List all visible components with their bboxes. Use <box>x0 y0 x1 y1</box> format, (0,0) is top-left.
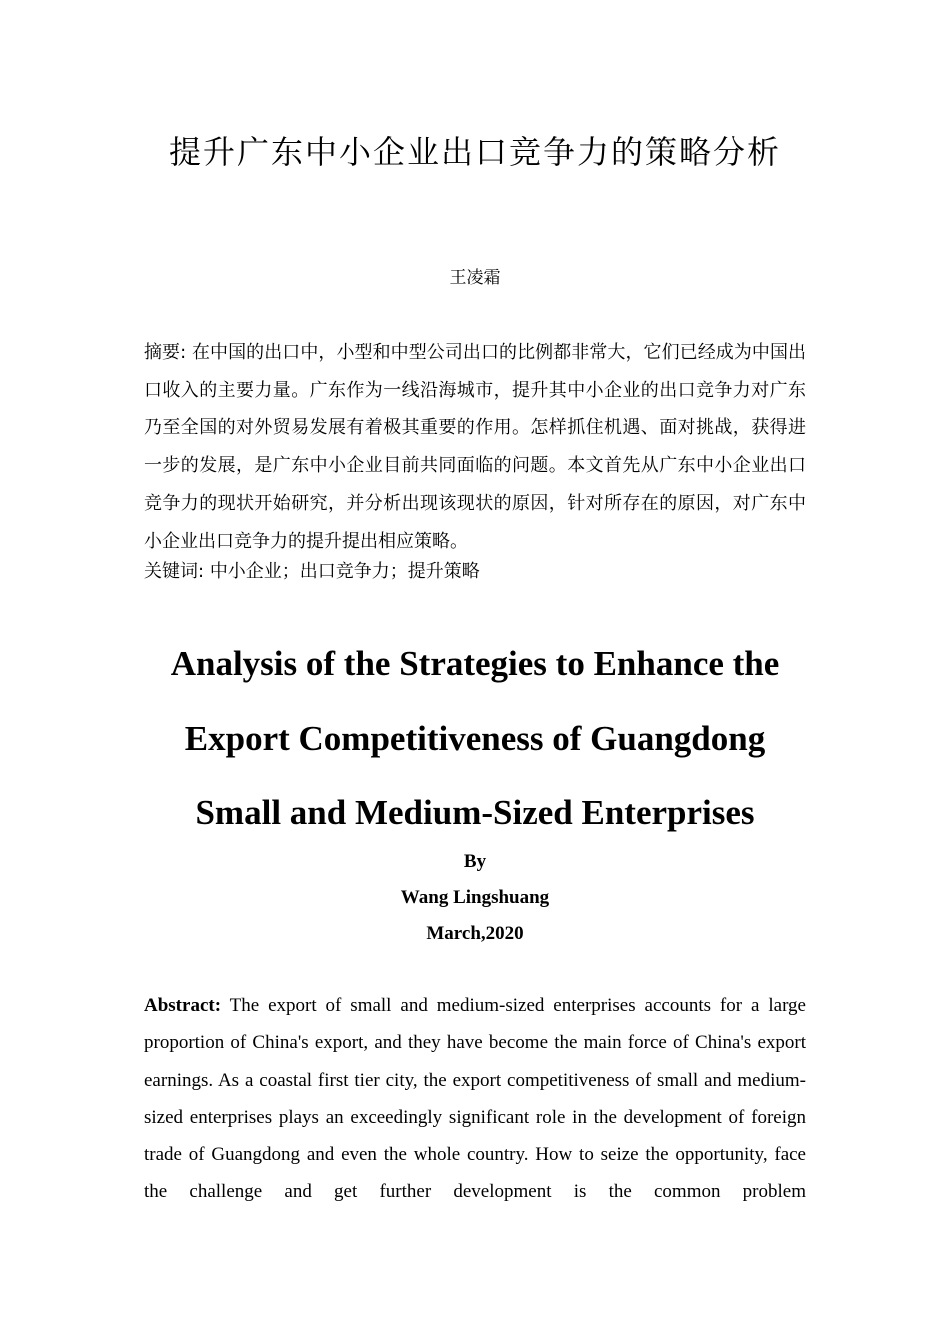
english-title <box>100 627 850 851</box>
chinese-abstract-text: 在中国的出口中，小型和中型公司出口的比例都非常大，它们已经成为中国出口收入的主要力量。广东作为一线沿海城市，提升其中小企业的出口竞争力对广东乃至全国的对外贸易发展有着极其重要的作用。怎样抓住机遇、面对挑战，获得进一步的发展，是广东中小企业目前共同面临的问题。本文首先从广东中小企业出口竞争力的现状开始研究，并分析出现该现状的原因，针对所存在的原因，对广东中小企业出口竞争力的提升提出相应策略。 <box>144 342 807 552</box>
chinese-keywords <box>144 557 806 587</box>
english-abstract <box>144 987 806 1211</box>
chinese-abstract-label: 摘要 <box>144 342 181 363</box>
english-title-line: Small and Medium-Sized Enterprises <box>195 793 755 832</box>
chinese-abstract <box>144 334 806 560</box>
english-abstract-text: The export of small and medium-sized enterprises accounts for a large proportion of China's export, and they have become the main force of China's export earnings. As a coastal first tier city, the export competitiveness of small and medium-sized enterprises plays an exceedingly significant role in the development of foreign trade of Guangdong and even the whole country. How to seize the opportunity, face the challenge and get further development is the common problem <box>144 995 806 1203</box>
chinese-abstract-separator: : <box>180 342 187 363</box>
chinese-author: 王凌霜 <box>449 268 501 288</box>
english-title-line: Analysis of the Strategies to Enhance the <box>170 644 780 683</box>
english-by: By <box>463 851 487 872</box>
chinese-keywords-separator: : <box>198 561 205 582</box>
chinese-title: 提升广东中小企业出口竞争力的策略分析 <box>168 133 781 171</box>
english-abstract-label: Abstract: <box>144 995 222 1016</box>
english-title-line: Export Competitiveness of Guangdong <box>184 718 766 758</box>
english-date: March,2020 <box>426 923 524 944</box>
english-author: Wang Lingshuang <box>400 887 550 908</box>
chinese-keywords-label: 关键词 <box>144 561 198 582</box>
chinese-keywords-text: 中小企业；出口竞争力；提升策略 <box>209 561 480 582</box>
